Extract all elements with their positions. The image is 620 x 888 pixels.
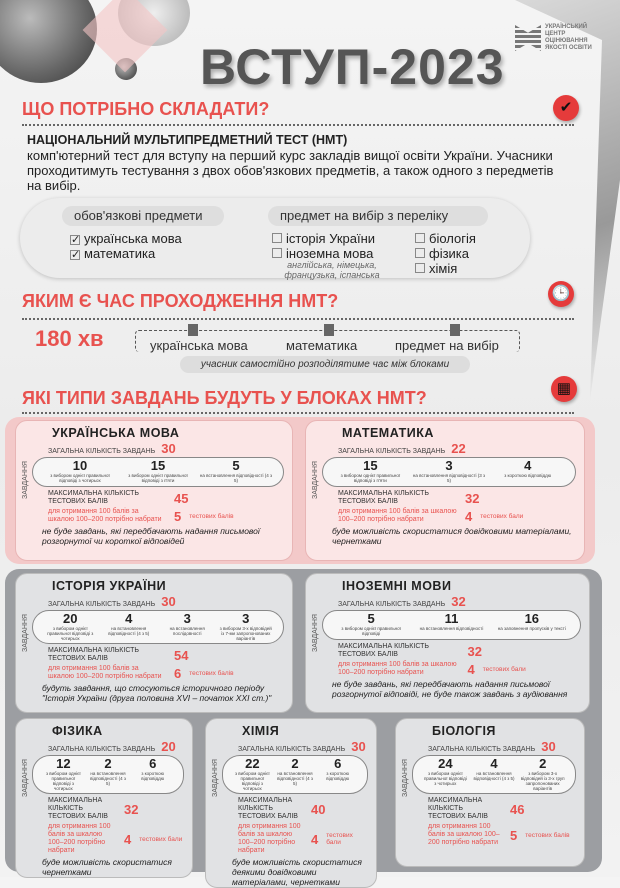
subject-card	[205, 718, 377, 888]
max-score: 32	[465, 490, 480, 506]
total-tasks: ЗАГАЛЬНА КІЛЬКІСТЬ ЗАВДАНЬ 30	[428, 739, 556, 754]
min-score-label: для отримання 100 балів за шкалою 100–200 потрібно набрати	[48, 823, 111, 854]
max-score: 32	[124, 801, 139, 817]
min-score-label: для отримання 100 балів за шкалою 100–200 потрібно набрати	[48, 508, 162, 523]
max-score-label: МАКСИМАЛЬНА КІЛЬКІСТЬ ТЕСТОВИХ БАЛІВ	[238, 797, 298, 820]
min-score-label: для отримання 100 балів за шкалою 100–200 потрібно набрати	[238, 823, 301, 854]
min-score-row	[428, 823, 576, 847]
subject-note: буде можливість скористатися деякими довідковими матеріалами, чернетками	[232, 857, 362, 887]
timeline-marker	[188, 324, 198, 336]
checkbox-icon	[415, 248, 425, 258]
min-score-row	[238, 823, 368, 855]
subject-note: буде можливість скористатися чернетками	[42, 857, 172, 877]
page-title: ВСТУП-2023	[200, 39, 505, 95]
max-score-row	[428, 797, 576, 821]
max-score-row	[338, 643, 581, 659]
min-score: 4	[467, 661, 475, 677]
subjects-panel	[20, 198, 530, 278]
block-label: математика	[286, 338, 358, 353]
task-type: 12 з вибором однієї правильної відповіді з чотирьох	[45, 756, 81, 791]
tasks-breakdown	[322, 610, 581, 640]
checkbox-icon	[272, 233, 282, 243]
checkbox-icon	[272, 248, 282, 258]
block-label: українська мова	[150, 338, 248, 353]
max-score: 45	[174, 490, 189, 506]
task-type: 2 на встановлення відповідності (4 з 5)	[277, 756, 313, 786]
subject-card	[305, 420, 585, 561]
tasks-label: ЗАВДАННЯ	[22, 461, 29, 499]
min-score-row	[48, 823, 184, 855]
subject-title: ІСТОРІЯ УКРАЇНИ	[52, 579, 167, 593]
max-score-label: МАКСИМАЛЬНА КІЛЬКІСТЬ ТЕСТОВИХ БАЛІВ	[48, 647, 140, 662]
tasks-breakdown	[412, 755, 576, 794]
subject-note: не буде завдань, які передбачають надання письмової розгорнутої відповіді, не буде також завдань з аудіювання	[332, 679, 568, 699]
task-type: 4 з короткою відповіддю	[504, 458, 552, 478]
tasks-label: ЗАВДАННЯ	[312, 614, 319, 652]
subject-card	[15, 718, 193, 878]
task-type: 20 з вибором однієї правильної відповіді з чотирьох	[47, 611, 94, 641]
min-score: 4	[124, 831, 132, 847]
max-score-row	[48, 797, 184, 821]
students-photo	[0, 0, 97, 83]
checkbox-physics[interactable]: фізика	[415, 246, 469, 261]
min-score-row	[48, 508, 284, 524]
task-type: 24 з вибором однієї правильної відповіді з чотирьох	[423, 756, 467, 786]
min-score: 5	[174, 508, 182, 524]
subject-note: буде можливість скористатися довідковими матеріалами, чернетками	[332, 526, 572, 546]
elective-label: предмет на вибір з переліку	[268, 206, 488, 226]
checkmark-icon: ✔	[553, 95, 579, 121]
block-label: предмет на вибір	[395, 338, 499, 353]
tasks-breakdown	[32, 457, 284, 487]
task-type: 5 з вибором однієї правильної відповіді	[341, 611, 401, 636]
max-score: 54	[174, 647, 189, 663]
checkbox-ukrainian[interactable]: ✓ українська мова	[71, 231, 182, 246]
max-score-label: МАКСИМАЛЬНА КІЛЬКІСТЬ ТЕСТОВИХ БАЛІВ	[48, 490, 140, 505]
task-type: 10 з вибором однієї правильної відповіді з чотирьох	[50, 458, 110, 483]
tasks-breakdown	[32, 755, 184, 794]
subject-card	[15, 573, 293, 713]
tasks-label: ЗАВДАННЯ	[402, 759, 409, 797]
task-type: 3 з вибором 3-х відповідей із 7-ми запропонованих варіантів	[219, 611, 272, 641]
total-tasks: ЗАГАЛЬНА КІЛЬКІСТЬ ЗАВДАНЬ 30	[48, 441, 176, 456]
min-score-row	[338, 661, 581, 677]
tasks-breakdown	[322, 457, 576, 487]
max-score: 32	[467, 643, 482, 659]
subject-note: не буде завдань, які передбачають надання письмової розгорнутої чи короткої відповідей	[42, 526, 260, 546]
checkbox-icon	[415, 263, 425, 273]
subject-title: ХІМІЯ	[242, 724, 280, 738]
checkbox-checked-icon: ✓	[71, 234, 81, 246]
checkbox-math[interactable]: ✓ математика	[71, 246, 156, 261]
checkbox-chemistry[interactable]: хімія	[415, 261, 457, 276]
task-type: 2 на встановлення відповідності (4 з 5)	[90, 756, 126, 786]
tasks-label: ЗАВДАННЯ	[22, 759, 29, 797]
nmt-description: комп'ютерний тест для вступу на перший курс закладів вищої освіти України. Учасники проходитимуть тестування з двох обов'язкових предметів, а також одного з передметів на вибір.	[27, 148, 554, 193]
subject-note: будуть завдання, що стосуються історичного періоду "Історія України (друга половина XVI – початок XXI ст.)"	[42, 683, 272, 703]
timeline-marker	[450, 324, 460, 336]
mandatory-label: обов'язкові предмети	[62, 206, 224, 226]
task-type: 15 з вибором однієї правильної відповіді з п'яти	[128, 458, 188, 483]
task-type: 6 з короткою відповіддю	[326, 756, 350, 781]
task-type: 3 на встановлення послідовності	[169, 611, 205, 636]
total-tasks: ЗАГАЛЬНА КІЛЬКІСТЬ ЗАВДАНЬ 32	[338, 594, 466, 609]
checkbox-icon	[415, 233, 425, 243]
task-type: 16 на заповнення пропусків у тексті	[497, 611, 566, 631]
min-score-label: для отримання 100 балів за шкалою 100–200 потрібно набрати	[428, 823, 500, 846]
checkbox-history[interactable]: історія України	[272, 231, 375, 246]
divider	[22, 124, 574, 126]
total-tasks: ЗАГАЛЬНА КІЛЬКІСТЬ ЗАВДАНЬ 30	[238, 739, 366, 754]
max-score: 40	[311, 801, 326, 817]
tasks-breakdown	[32, 610, 284, 644]
timeline-marker	[324, 324, 334, 336]
checkbox-foreign[interactable]: іноземна мова	[272, 246, 373, 261]
task-type: 4 на встановлення відповідності (4 з 5)	[473, 756, 515, 781]
max-score-label: МАКСИМАЛЬНА КІЛЬКІСТЬ ТЕСТОВИХ БАЛІВ	[338, 490, 430, 505]
tasks-breakdown	[222, 755, 368, 794]
section-heading-what: ЩО ПОТРІБНО СКЛАДАТИ?	[22, 99, 270, 119]
subject-card	[15, 420, 293, 561]
time-note: учасник самостійно розподілятиме час між блоками	[180, 356, 470, 373]
languages-note: англійська, німецька, французька, іспанська	[284, 260, 380, 280]
min-score-unit: тестових бали	[482, 665, 526, 673]
task-type: 22 з вибором однієї правильної відповіді з чотирьох	[234, 756, 270, 791]
min-score-unit: тестових балів	[525, 831, 570, 839]
min-score-label: для отримання 100 балів за шкалою 100–200 потрібно набрати	[48, 665, 162, 680]
subject-title: БІОЛОГІЯ	[432, 724, 496, 738]
min-score: 4	[465, 508, 473, 524]
clock-icon: 🕒	[548, 281, 574, 307]
task-type: 4 на встановлення відповідності (4 з 5)	[108, 611, 150, 636]
min-score-unit: тестових бали	[480, 512, 524, 520]
tasks-label: ЗАВДАННЯ	[22, 614, 29, 652]
min-score-unit: тестових бали	[139, 835, 183, 843]
subject-card	[395, 718, 585, 867]
subject-title: МАТЕМАТИКА	[342, 426, 434, 440]
duration: 180 хв	[35, 326, 104, 351]
divider	[22, 412, 574, 414]
min-score-unit: тестових балів	[189, 669, 234, 677]
subject-title: УКРАЇНСЬКА МОВА	[52, 426, 180, 440]
logo-mark-icon	[515, 25, 541, 51]
min-score-row	[48, 665, 284, 681]
ucoz-logo	[515, 24, 607, 52]
nmt-title: НАЦІОНАЛЬНИЙ МУЛЬТИПРЕДМЕТНИЙ ТЕСТ (НМТ)	[27, 133, 348, 147]
task-type: 11 на встановлення відповідності	[419, 611, 484, 631]
max-score-row	[48, 490, 284, 506]
total-tasks: ЗАГАЛЬНА КІЛЬКІСТЬ ЗАВДАНЬ 22	[338, 441, 466, 456]
min-score-unit: тестових бали	[326, 832, 353, 846]
min-score-unit: тестових балів	[189, 512, 234, 520]
min-score: 4	[311, 831, 319, 847]
total-tasks: ЗАГАЛЬНА КІЛЬКІСТЬ ЗАВДАНЬ 30	[48, 594, 176, 609]
min-score-row	[338, 508, 576, 524]
max-score-row	[48, 647, 284, 663]
max-score-label: МАКСИМАЛЬНА КІЛЬКІСТЬ ТЕСТОВИХ БАЛІВ	[48, 797, 108, 820]
task-type: 15 з вибором однієї правильної відповіді з п'яти	[340, 458, 401, 483]
min-score: 5	[510, 827, 518, 843]
tasks-label: ЗАВДАННЯ	[212, 759, 219, 797]
min-score: 6	[174, 665, 182, 681]
checkbox-biology[interactable]: біологія	[415, 231, 476, 246]
task-type: 6 з короткою відповіддю	[141, 756, 165, 781]
task-type: 3 на встановлення відповідності (3 з 5)	[412, 458, 486, 483]
subject-title: ІНОЗЕМНІ МОВИ	[342, 579, 452, 593]
max-score-label: МАКСИМАЛЬНА КІЛЬКІСТЬ ТЕСТОВИХ БАЛІВ	[338, 643, 430, 658]
max-score-row	[338, 490, 576, 506]
task-type: 5 на встановлення відповідності (4 з 5)	[199, 458, 273, 483]
min-score-label: для отримання 100 балів за шкалою 100–200 потрібно набрати	[338, 661, 457, 676]
logo-text: УКРАЇНСЬКИЙ ЦЕНТР ОЦІНЮВАННЯ ЯКОСТІ ОСВІТИ	[545, 24, 592, 51]
subject-card	[305, 573, 590, 713]
total-tasks: ЗАГАЛЬНА КІЛЬКІСТЬ ЗАВДАНЬ 20	[48, 739, 176, 754]
checkbox-checked-icon: ✓	[71, 249, 81, 261]
subject-title: ФІЗИКА	[52, 724, 103, 738]
divider	[22, 318, 574, 320]
max-score: 46	[510, 801, 525, 817]
tasks-label: ЗАВДАННЯ	[312, 461, 319, 499]
task-type: 2 з вибором 3-х відповідей із 3-х груп запропонованих варіантів	[520, 756, 565, 791]
max-score-label: МАКСИМАЛЬНА КІЛЬКІСТЬ ТЕСТОВИХ БАЛІВ	[428, 797, 488, 820]
section-heading-time: ЯКИМ Є ЧАС ПРОХОДЖЕННЯ НМТ?	[22, 291, 339, 311]
test-sheet-icon: ▦	[551, 376, 577, 402]
min-score-label: для отримання 100 балів за шкалою 100–200 потрібно набрати	[338, 508, 457, 523]
section-heading-tasks: ЯКІ ТИПИ ЗАВДАНЬ БУДУТЬ У БЛОКАХ НМТ?	[22, 388, 427, 408]
max-score-row	[238, 797, 368, 821]
